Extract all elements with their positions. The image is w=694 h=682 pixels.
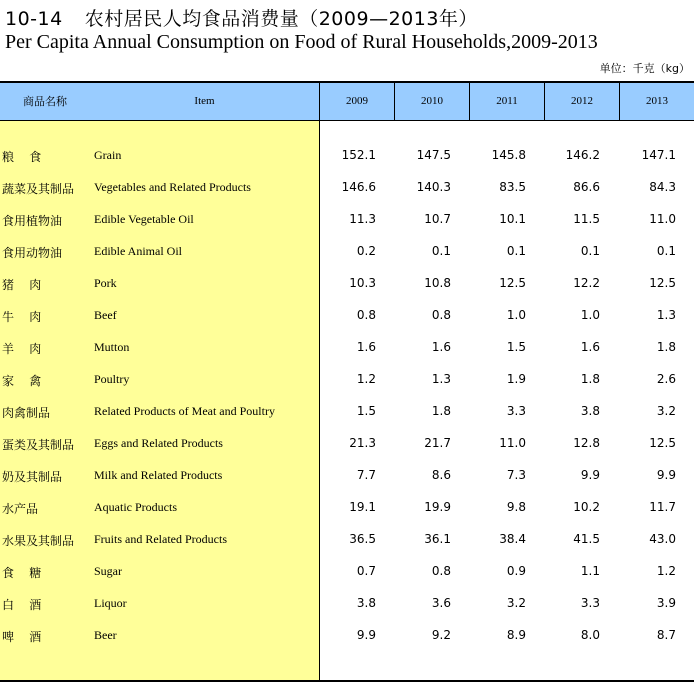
value-cell-2011: 11.0	[499, 436, 526, 450]
item-name-cn: 蔬菜及其制品	[2, 182, 75, 196]
value-cell-2010: 10.7	[424, 212, 451, 226]
table-row	[0, 268, 694, 300]
value-cell-2011: 145.8	[491, 148, 526, 162]
value-cell-2013: 2.6	[656, 372, 676, 386]
value-cell-2012: 3.8	[580, 404, 600, 418]
item-name-cn: 羊 肉	[2, 342, 42, 356]
item-name-cn: 啤 酒	[2, 630, 42, 644]
header-year-2013: 2013	[619, 83, 694, 120]
value-cell-2010: 3.6	[431, 596, 451, 610]
value-cell-2011: 83.5	[499, 180, 526, 194]
item-name-cn: 蛋类及其制品	[2, 438, 75, 452]
table-row	[0, 332, 694, 364]
value-cell-2012: 10.2	[573, 500, 600, 514]
value-cell-2011: 12.5	[499, 276, 526, 290]
table-row	[0, 236, 694, 268]
value-cell-2011: 3.3	[506, 404, 526, 418]
item-name-en: Aquatic Products	[94, 500, 177, 514]
consumption-table	[0, 81, 694, 682]
value-cell-2009: 0.2	[356, 244, 376, 258]
item-name-cn: 白 酒	[2, 598, 42, 612]
value-cell-2012: 9.9	[580, 468, 600, 482]
item-name-en: Grain	[94, 148, 122, 162]
value-cell-2012: 1.0	[580, 308, 600, 322]
value-cell-2013: 11.0	[649, 212, 676, 226]
item-name-en: Milk and Related Products	[94, 468, 223, 482]
item-name-en: Sugar	[94, 564, 122, 578]
table-body	[0, 140, 694, 652]
value-cell-2010: 0.8	[431, 308, 451, 322]
header-year-2011: 2011	[469, 83, 544, 120]
value-cell-2013: 12.5	[649, 276, 676, 290]
value-cell-2009: 11.3	[349, 212, 376, 226]
header-year-2010: 2010	[394, 83, 469, 120]
value-cell-2012: 1.8	[580, 372, 600, 386]
header-year-2012: 2012	[544, 83, 619, 120]
value-cell-2011: 10.1	[499, 212, 526, 226]
value-cell-2011: 3.2	[506, 596, 526, 610]
value-cell-2011: 9.8	[506, 500, 526, 514]
value-cell-2013: 11.7	[649, 500, 676, 514]
value-cell-2009: 1.6	[356, 340, 376, 354]
item-name-en: Poultry	[94, 372, 130, 386]
value-cell-2012: 12.8	[573, 436, 600, 450]
table-row	[0, 556, 694, 588]
item-name-cn: 猪 肉	[2, 278, 42, 292]
value-cell-2011: 0.9	[506, 564, 526, 578]
value-cell-2013: 9.9	[656, 468, 676, 482]
item-name-en: Eggs and Related Products	[94, 436, 223, 450]
table-row	[0, 620, 694, 652]
item-name-cn: 牛 肉	[2, 310, 42, 324]
value-cell-2010: 10.8	[424, 276, 451, 290]
value-cell-2009: 3.8	[356, 596, 376, 610]
value-cell-2009: 10.3	[349, 276, 376, 290]
value-cell-2010: 0.8	[431, 564, 451, 578]
table-number: 10-14	[5, 8, 63, 30]
item-name-en: Edible Vegetable Oil	[94, 212, 194, 226]
item-name-cn: 家 禽	[2, 374, 42, 388]
value-cell-2012: 1.6	[580, 340, 600, 354]
value-cell-2009: 7.7	[356, 468, 376, 482]
value-cell-2009: 9.9	[356, 628, 376, 642]
value-cell-2012: 0.1	[580, 244, 600, 258]
table-row	[0, 204, 694, 236]
value-cell-2011: 1.5	[506, 340, 526, 354]
value-cell-2009: 36.5	[349, 532, 376, 546]
value-cell-2009: 1.2	[356, 372, 376, 386]
item-name-en: Fruits and Related Products	[94, 532, 227, 546]
item-name-cn: 粮 食	[2, 150, 42, 164]
table-row	[0, 140, 694, 172]
header-item: Item	[194, 95, 215, 107]
value-cell-2012: 12.2	[573, 276, 600, 290]
value-cell-2010: 1.3	[431, 372, 451, 386]
item-name-cn: 食 糖	[2, 566, 42, 580]
value-cell-2009: 19.1	[349, 500, 376, 514]
value-cell-2009: 0.7	[356, 564, 376, 578]
value-cell-2013: 8.7	[656, 628, 676, 642]
value-cell-2010: 147.5	[416, 148, 451, 162]
header-year-2009: 2009	[319, 83, 394, 120]
value-cell-2012: 1.1	[580, 564, 600, 578]
value-cell-2010: 8.6	[431, 468, 451, 482]
value-cell-2009: 0.8	[356, 308, 376, 322]
value-cell-2011: 0.1	[506, 244, 526, 258]
item-name-en: Mutton	[94, 340, 130, 354]
table-row	[0, 428, 694, 460]
value-cell-2010: 1.6	[431, 340, 451, 354]
value-cell-2013: 147.1	[641, 148, 676, 162]
value-cell-2013: 3.9	[656, 596, 676, 610]
header-name-cn: 商品名称	[23, 95, 67, 108]
value-cell-2013: 1.8	[656, 340, 676, 354]
item-name-en: Beef	[94, 308, 117, 322]
value-cell-2010: 9.2	[431, 628, 451, 642]
item-name-en: Beer	[94, 628, 117, 642]
item-name-cn: 水果及其制品	[2, 534, 75, 548]
value-cell-2011: 8.9	[506, 628, 526, 642]
value-cell-2010: 1.8	[431, 404, 451, 418]
value-cell-2010: 19.9	[424, 500, 451, 514]
value-cell-2013: 43.0	[649, 532, 676, 546]
item-name-cn: 食用动物油	[2, 246, 63, 260]
table-row	[0, 460, 694, 492]
item-name-cn: 肉禽制品	[2, 406, 51, 420]
value-cell-2011: 7.3	[506, 468, 526, 482]
item-name-cn: 奶及其制品	[2, 470, 63, 484]
table-title-english: Per Capita Annual Consumption on Food of Rural Households,2009-2013	[5, 31, 598, 53]
value-cell-2011: 1.0	[506, 308, 526, 322]
value-cell-2012: 11.5	[573, 212, 600, 226]
value-cell-2013: 3.2	[656, 404, 676, 418]
value-cell-2012: 146.2	[565, 148, 600, 162]
table-title-chinese	[5, 4, 478, 31]
value-cell-2013: 12.5	[649, 436, 676, 450]
value-cell-2009: 21.3	[349, 436, 376, 450]
table-header	[0, 83, 694, 121]
value-cell-2012: 41.5	[573, 532, 600, 546]
item-name-en: Edible Animal Oil	[94, 244, 182, 258]
value-cell-2010: 0.1	[431, 244, 451, 258]
item-name-en: Liquor	[94, 596, 127, 610]
table-row	[0, 364, 694, 396]
table-row	[0, 172, 694, 204]
value-cell-2009: 1.5	[356, 404, 376, 418]
value-cell-2013: 0.1	[656, 244, 676, 258]
item-name-en: Related Products of Meat and Poultry	[94, 404, 275, 418]
value-cell-2012: 86.6	[573, 180, 600, 194]
value-cell-2009: 152.1	[341, 148, 376, 162]
table-row	[0, 300, 694, 332]
value-cell-2010: 140.3	[416, 180, 451, 194]
item-name-en: Vegetables and Related Products	[94, 180, 251, 194]
value-cell-2009: 146.6	[341, 180, 376, 194]
unit-label: 单位：千克（kg）	[599, 62, 690, 75]
value-cell-2010: 21.7	[424, 436, 451, 450]
value-cell-2011: 1.9	[506, 372, 526, 386]
value-cell-2011: 38.4	[499, 532, 526, 546]
item-name-cn: 食用植物油	[2, 214, 63, 228]
value-cell-2013: 84.3	[649, 180, 676, 194]
value-cell-2012: 8.0	[580, 628, 600, 642]
value-cell-2012: 3.3	[580, 596, 600, 610]
item-name-en: Pork	[94, 276, 117, 290]
value-cell-2013: 1.2	[656, 564, 676, 578]
item-name-cn: 水产品	[2, 502, 39, 516]
title-chinese-text: 农村居民人均食品消费量（2009—2013年）	[84, 8, 478, 30]
value-cell-2013: 1.3	[656, 308, 676, 322]
table-row	[0, 396, 694, 428]
table-row	[0, 492, 694, 524]
table-row	[0, 524, 694, 556]
table-row	[0, 588, 694, 620]
value-cell-2010: 36.1	[424, 532, 451, 546]
